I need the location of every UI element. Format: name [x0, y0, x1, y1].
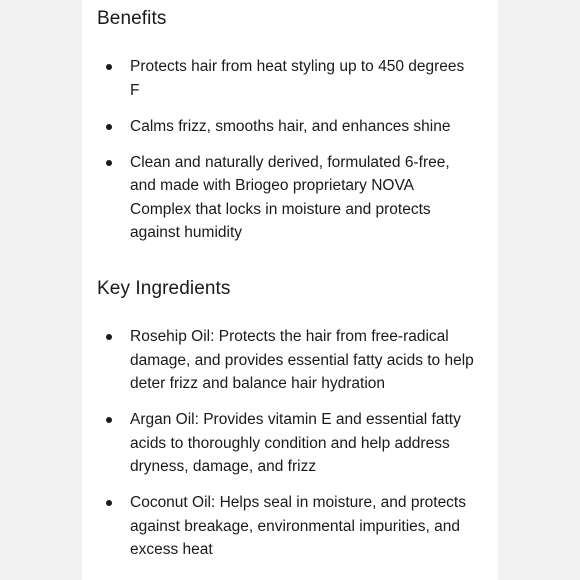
- list-item: [97, 151, 497, 245]
- list-item: [97, 408, 497, 479]
- bullet-icon: [106, 160, 112, 166]
- list-item: [97, 491, 497, 562]
- benefit-text: Protects hair from heat styling up to 450 degrees F: [130, 58, 465, 99]
- bullet-icon: [106, 64, 112, 70]
- benefit-text: Calms frizz, smooths hair, and enhances shine: [130, 117, 451, 135]
- list-item: [97, 55, 497, 102]
- bullet-icon: [106, 334, 112, 340]
- benefit-text: Clean and naturally derived, formulated 6-free, and made with Briogeo proprietary NOVA Complex that locks in moisture and protects against humidity: [130, 153, 450, 241]
- key-ingredients-heading: Key Ingredients: [97, 278, 231, 299]
- ingredient-text: Argan Oil: Provides vitamin E and essential fatty acids to thoroughly condition and help address dryness, damage, and frizz: [130, 411, 461, 475]
- bullet-icon: [106, 124, 112, 130]
- list-item: [97, 115, 497, 139]
- list-item: [97, 325, 497, 396]
- benefits-heading: Benefits: [97, 8, 167, 29]
- left-margin: [0, 0, 82, 580]
- ingredient-text: Rosehip Oil: Protects the hair from free-radical damage, and provides essential fatty acids to help deter frizz and balance hair hydration: [130, 328, 474, 392]
- right-margin: [498, 0, 580, 580]
- bullet-icon: [106, 500, 112, 506]
- benefits-list: [97, 55, 497, 257]
- bullet-icon: [106, 417, 112, 423]
- key-ingredients-list: [97, 325, 497, 574]
- ingredient-text: Coconut Oil: Helps seal in moisture, and protects against breakage, environmental impurities, and excess heat: [130, 494, 466, 558]
